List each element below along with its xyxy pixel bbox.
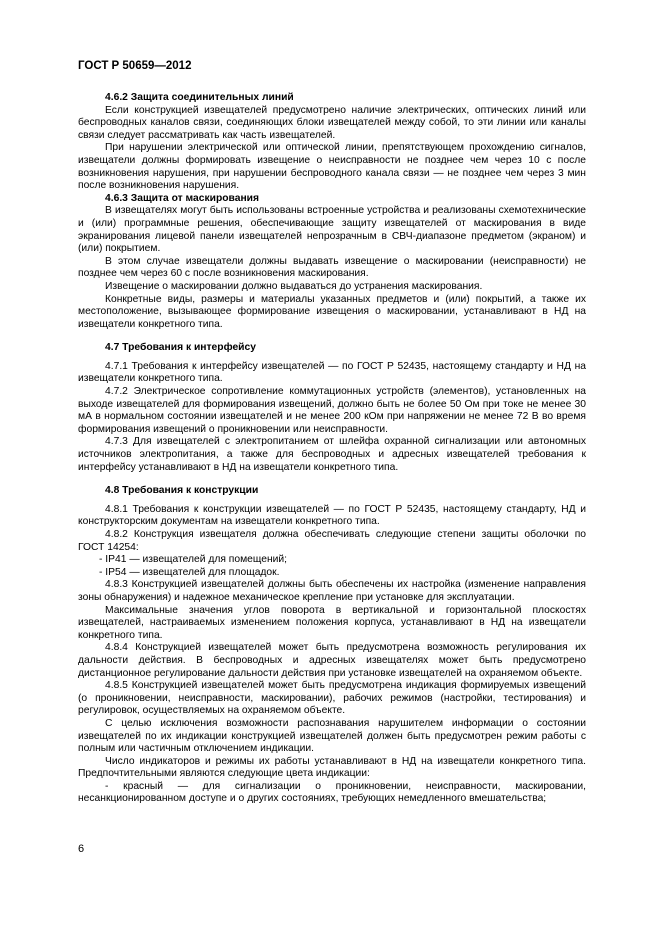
paragraph: Максимальные значения углов поворота в вертикальной и горизонтальной плоскостях извещателей, настраиваемых изменением положения корпуса, устанавливают в НД на извещатели конкретного типа. [78, 604, 586, 641]
paragraph: 4.8.2 Конструкция извещателя должна обеспечивать следующие степени защиты оболочки по ГОСТ 14254: [78, 529, 586, 553]
paragraph: - IP41 — извещателей для помещений; [99, 554, 288, 566]
section-heading: 4.7 Требования к интерфейсу [105, 342, 256, 354]
paragraph: В извещателях могут быть использованы встроенные устройства и реализованы схемотехнические и (или) программные решения, обеспечивающие защиту извещателей от маскирования в виде экранирования лицевой панели извещателей непрозрачным в СВЧ-диапазоне предметом (экраном) и (или) покрытием. [78, 205, 586, 255]
section-heading: 4.6.3 Защита от маскирования [105, 192, 260, 204]
document-body [78, 92, 586, 806]
paragraph: - IP54 — извещателей для площадок. [99, 566, 280, 578]
paragraph: Если конструкцией извещателей предусмотрено наличие электрических, оптических линий или беспроводных каналов связи, соединяющих блоки извещателей между собой, то эти линии или каналы связи следует рассматривать как часть извещателей. [78, 104, 586, 141]
paragraph: В этом случае извещатели должны выдавать извещение о маскировании (неисправности) не позднее чем через 60 с после возникновения маскирования. [78, 255, 586, 280]
paragraph: 4.8.3 Конструкцией извещателей должны быть обеспечены их настройка (изменение направления зоны обнаружения) и надежное механическое крепление при установке для эксплуатации. [78, 579, 586, 603]
paragraph: 4.8.4 Конструкцией извещателей может быть предусмотрена возможность регулирования их дальности действия. В беспроводных и адресных извещателях может быть предусмотрено дистанционное регулирование дальности действия при установке извещателей на охраняемом объекте. [78, 642, 586, 679]
paragraph: Конкретные виды, размеры и материалы указанных предметов и (или) покрытий, а также их местоположение, вызывающее формирование извещения о маскировании, устанавливают в НД на извещатели конкретного типа. [78, 293, 586, 330]
paragraph: С целью исключения возможности распознавания нарушителем информации о состоянии извещателей по их индикации конструкцией извещателей должен быть предусмотрен режим работы с полным или частичным отключением индикации. [78, 717, 586, 755]
paragraph: - красный — для сигнализации о проникновении, неисправности, маскировании, несанкционированном доступе и о других состояниях, требующих немедленного вмешательства; [78, 780, 586, 805]
paragraph: 4.7.3 Для извещателей с электропитанием от шлейфа охранной сигнализации или автономных источников электропитания, а также для беспроводных и адресных извещателей требования к интерфейсу устанавливают в НД на извещатели конкретного типа. [78, 436, 586, 473]
paragraph: 4.7.1 Требования к интерфейсу извещателей — по ГОСТ Р 52435, настоящему стандарту и НД на извещатели конкретного типа. [78, 360, 586, 385]
paragraph: 4.8.5 Конструкцией извещателей может быть предусмотрена индикация формируемых извещений (о проникновении, неисправности, маскировании), рабочих режимов (настройки, тестирования) и регулировок, осуществляемых на охраняемом объекте. [78, 680, 586, 717]
paragraph: При нарушении электрической или оптической линии, препятствующем прохождению сигналов, извещатели должны формировать извещение о неисправности не позднее чем через 10 с после возникновения нарушения, при нарушении беспроводного канала связи — не позднее чем через 3 мин после возникновения нарушения. [78, 142, 586, 192]
paragraph: Извещение о маскировании должно выдаваться до устранения маскирования. [105, 280, 483, 292]
page-number: 6 [78, 843, 85, 855]
section-heading: 4.8 Требования к конструкции [105, 485, 259, 497]
paragraph: Число индикаторов и режимы их работы устанавливают в НД на извещатели конкретного типа. Предпочтительными являются следующие цвета индикации: [78, 755, 586, 780]
section-heading: 4.6.2 Защита соединительных линий [105, 92, 294, 103]
paragraph: 4.7.2 Электрическое сопротивление коммутационных устройств (элементов), установленных на выходе извещателей для формирования извещений, должно быть не более 50 Ом при токе не менее 30 мА в нормальном состоянии извещателей и не менее 200 кОм при напряжении не менее 72 В во время формирования извещений о проникновении или неисправности. [78, 386, 586, 435]
document-header: ГОСТ Р 50659—2012 [78, 60, 192, 72]
paragraph: 4.8.1 Требования к конструкции извещателей — по ГОСТ Р 52435, настоящему стандарту, НД и конструкторским документам на извещатели конкретного типа. [78, 503, 586, 528]
